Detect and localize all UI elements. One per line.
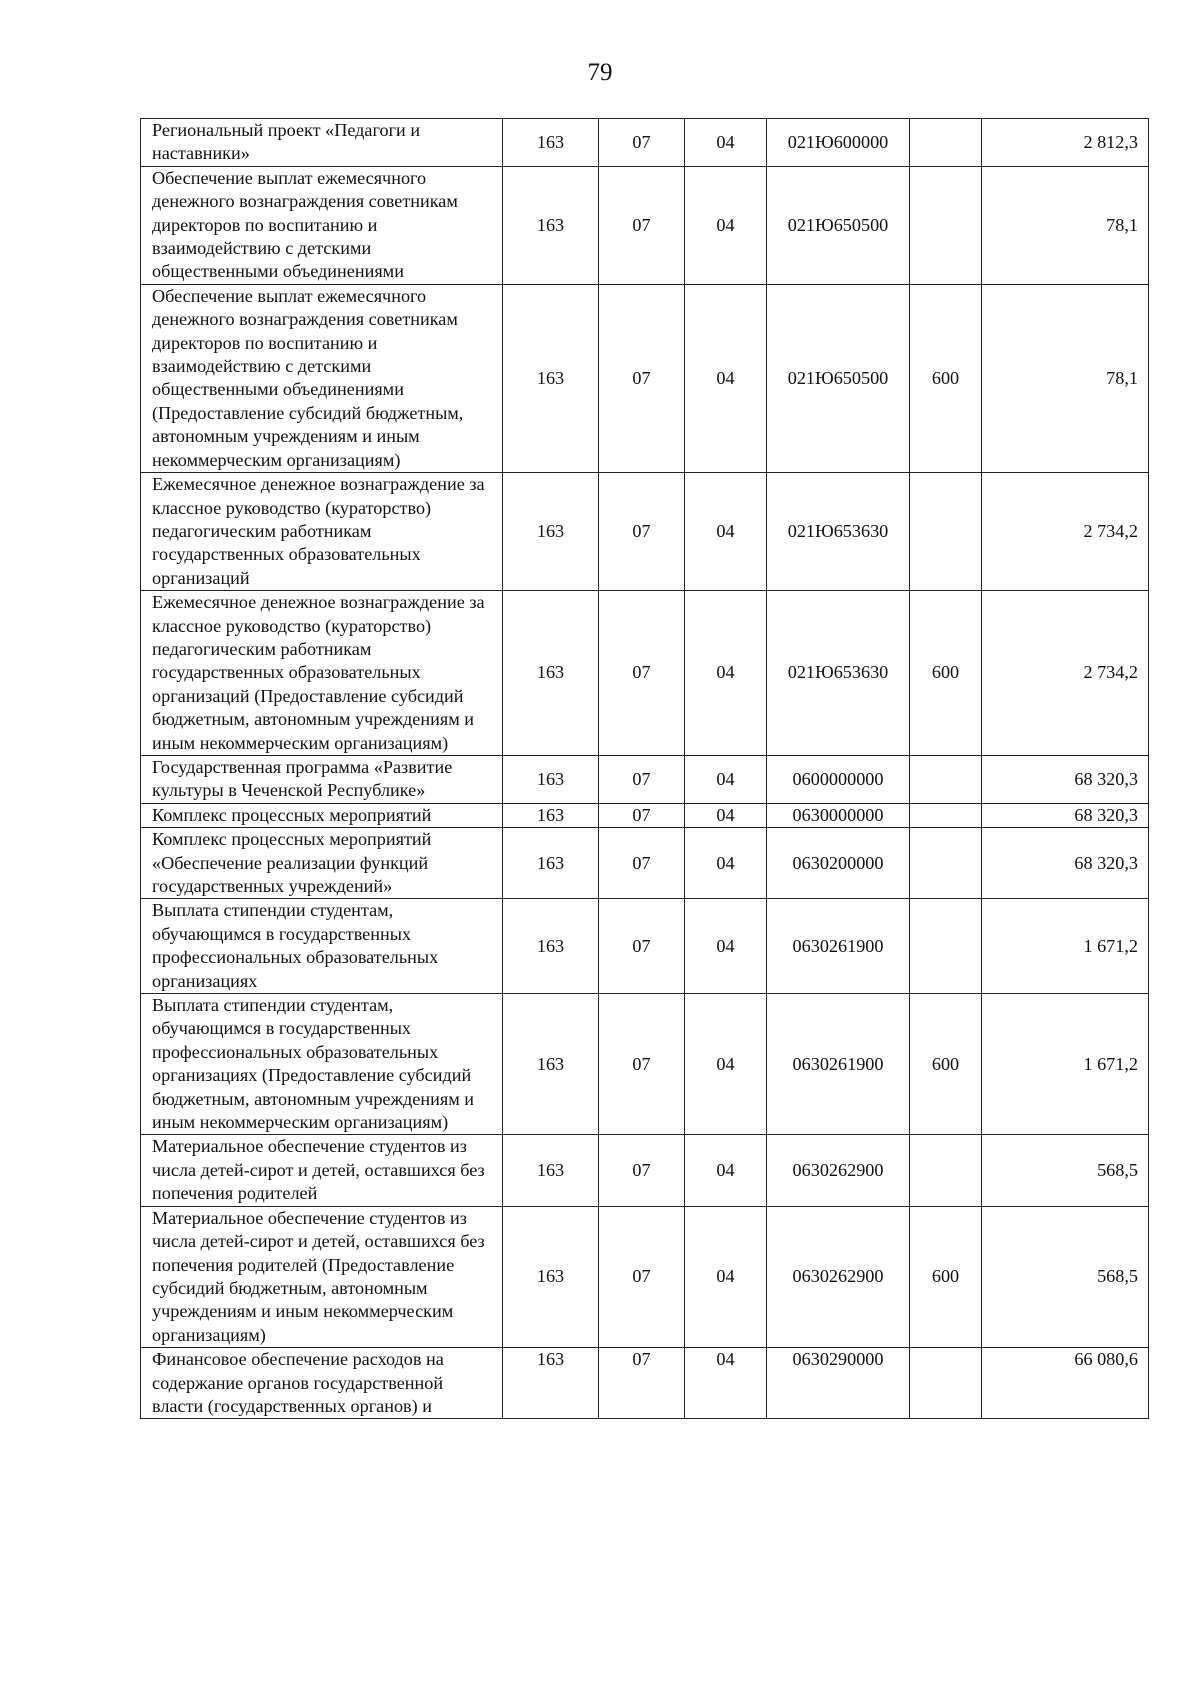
row-gov-code: 163 [503, 755, 599, 803]
table-row [141, 1135, 1149, 1206]
table-row [141, 473, 1149, 591]
row-target-article: 0630000000 [767, 803, 910, 827]
row-subsection: 04 [685, 828, 767, 899]
row-subsection: 04 [685, 803, 767, 827]
row-target-article: 021Ю653630 [767, 473, 910, 591]
row-target-article: 021Ю653630 [767, 591, 910, 756]
row-section: 07 [599, 803, 685, 827]
row-gov-code: 163 [503, 1348, 599, 1419]
row-expense-type: 600 [910, 994, 982, 1135]
row-target-article: 0630200000 [767, 828, 910, 899]
row-gov-code: 163 [503, 119, 599, 167]
row-section: 07 [599, 899, 685, 994]
row-amount: 66 080,6 [982, 1348, 1149, 1419]
row-expense-type [910, 166, 982, 284]
row-expense-type [910, 1348, 982, 1419]
row-section: 07 [599, 284, 685, 472]
row-expense-type: 600 [910, 591, 982, 756]
row-expense-type [910, 473, 982, 591]
row-name: Материальное обеспечение студентов из числа детей-сирот и детей, оставшихся без попечения родителей (Предоставление субсидий бюджетным, автономным учреждениям и иным некоммерческим организациям) [141, 1206, 503, 1347]
row-amount: 2 812,3 [982, 119, 1149, 167]
row-amount: 68 320,3 [982, 803, 1149, 827]
row-subsection: 04 [685, 284, 767, 472]
row-target-article: 0630261900 [767, 994, 910, 1135]
row-name: Ежемесячное денежное вознаграждение за классное руководство (кураторство) педагогическим работникам государственных образовательных организаций (Предоставление субсидий бюджетным, автономным учреждениям и иным некоммерческим организациям) [141, 591, 503, 756]
row-section: 07 [599, 1135, 685, 1206]
row-amount: 1 671,2 [982, 994, 1149, 1135]
row-name: Материальное обеспечение студентов из числа детей-сирот и детей, оставшихся без попечения родителей [141, 1135, 503, 1206]
row-subsection: 04 [685, 119, 767, 167]
row-subsection: 04 [685, 1206, 767, 1347]
row-gov-code: 163 [503, 591, 599, 756]
table-row [141, 119, 1149, 167]
row-expense-type [910, 899, 982, 994]
table-row [141, 284, 1149, 472]
row-gov-code: 163 [503, 1135, 599, 1206]
row-gov-code: 163 [503, 803, 599, 827]
row-section: 07 [599, 828, 685, 899]
row-subsection: 04 [685, 994, 767, 1135]
row-expense-type [910, 828, 982, 899]
row-subsection: 04 [685, 755, 767, 803]
row-name: Финансовое обеспечение расходов на содержание органов государственной власти (государственных органов) и [141, 1348, 503, 1419]
row-section: 07 [599, 591, 685, 756]
row-expense-type [910, 119, 982, 167]
page-number: 79 [587, 59, 613, 86]
row-gov-code: 163 [503, 166, 599, 284]
budget-table [140, 118, 1149, 1419]
table-row [141, 591, 1149, 756]
row-target-article: 0630290000 [767, 1348, 910, 1419]
budget-table-body [141, 119, 1149, 1419]
row-subsection: 04 [685, 473, 767, 591]
row-subsection: 04 [685, 899, 767, 994]
row-gov-code: 163 [503, 828, 599, 899]
row-name: Государственная программа «Развитие культуры в Чеченской Республике» [141, 755, 503, 803]
row-target-article: 0630261900 [767, 899, 910, 994]
row-section: 07 [599, 755, 685, 803]
row-target-article: 021Ю600000 [767, 119, 910, 167]
row-amount: 568,5 [982, 1206, 1149, 1347]
row-gov-code: 163 [503, 899, 599, 994]
row-amount: 568,5 [982, 1135, 1149, 1206]
table-row [141, 899, 1149, 994]
row-name: Выплата стипендии студентам, обучающимся в государственных профессиональных образовательных организациях [141, 899, 503, 994]
row-section: 07 [599, 1348, 685, 1419]
row-name: Комплекс процессных мероприятий «Обеспечение реализации функций государственных учреждений» [141, 828, 503, 899]
row-amount: 78,1 [982, 166, 1149, 284]
row-subsection: 04 [685, 166, 767, 284]
row-subsection: 04 [685, 1135, 767, 1206]
row-expense-type: 600 [910, 284, 982, 472]
table-row [141, 166, 1149, 284]
row-amount: 78,1 [982, 284, 1149, 472]
row-amount: 68 320,3 [982, 755, 1149, 803]
row-section: 07 [599, 166, 685, 284]
row-section: 07 [599, 994, 685, 1135]
row-gov-code: 163 [503, 1206, 599, 1347]
row-name: Выплата стипендии студентам, обучающимся в государственных профессиональных образовательных организациях (Предоставление субсидий бюджетным, автономным учреждениям и иным некоммерческим организациям) [141, 994, 503, 1135]
row-section: 07 [599, 473, 685, 591]
row-target-article: 021Ю650500 [767, 166, 910, 284]
row-name: Региональный проект «Педагоги и наставники» [141, 119, 503, 167]
row-name: Обеспечение выплат ежемесячного денежного вознаграждения советникам директоров по воспитанию и взаимодействию с детскими общественными объединениями (Предоставление субсидий бюджетным, автономным учреждениям и иным некоммерческим организациям) [141, 284, 503, 472]
row-subsection: 04 [685, 591, 767, 756]
row-expense-type [910, 1135, 982, 1206]
row-section: 07 [599, 1206, 685, 1347]
row-expense-type [910, 803, 982, 827]
table-row [141, 1348, 1149, 1419]
row-target-article: 0630262900 [767, 1135, 910, 1206]
row-name: Комплекс процессных мероприятий [141, 803, 503, 827]
row-expense-type: 600 [910, 1206, 982, 1347]
row-target-article: 0600000000 [767, 755, 910, 803]
row-subsection: 04 [685, 1348, 767, 1419]
row-amount: 2 734,2 [982, 473, 1149, 591]
row-name: Обеспечение выплат ежемесячного денежного вознаграждения советникам директоров по воспитанию и взаимодействию с детскими общественными объединениями [141, 166, 503, 284]
table-row [141, 803, 1149, 827]
row-gov-code: 163 [503, 994, 599, 1135]
table-row [141, 828, 1149, 899]
row-section: 07 [599, 119, 685, 167]
row-gov-code: 163 [503, 473, 599, 591]
row-amount: 68 320,3 [982, 828, 1149, 899]
row-target-article: 0630262900 [767, 1206, 910, 1347]
table-row [141, 755, 1149, 803]
row-amount: 2 734,2 [982, 591, 1149, 756]
row-target-article: 021Ю650500 [767, 284, 910, 472]
table-row [141, 1206, 1149, 1347]
row-amount: 1 671,2 [982, 899, 1149, 994]
row-name: Ежемесячное денежное вознаграждение за классное руководство (кураторство) педагогическим работникам государственных образовательных организаций [141, 473, 503, 591]
row-gov-code: 163 [503, 284, 599, 472]
row-expense-type [910, 755, 982, 803]
table-row [141, 994, 1149, 1135]
